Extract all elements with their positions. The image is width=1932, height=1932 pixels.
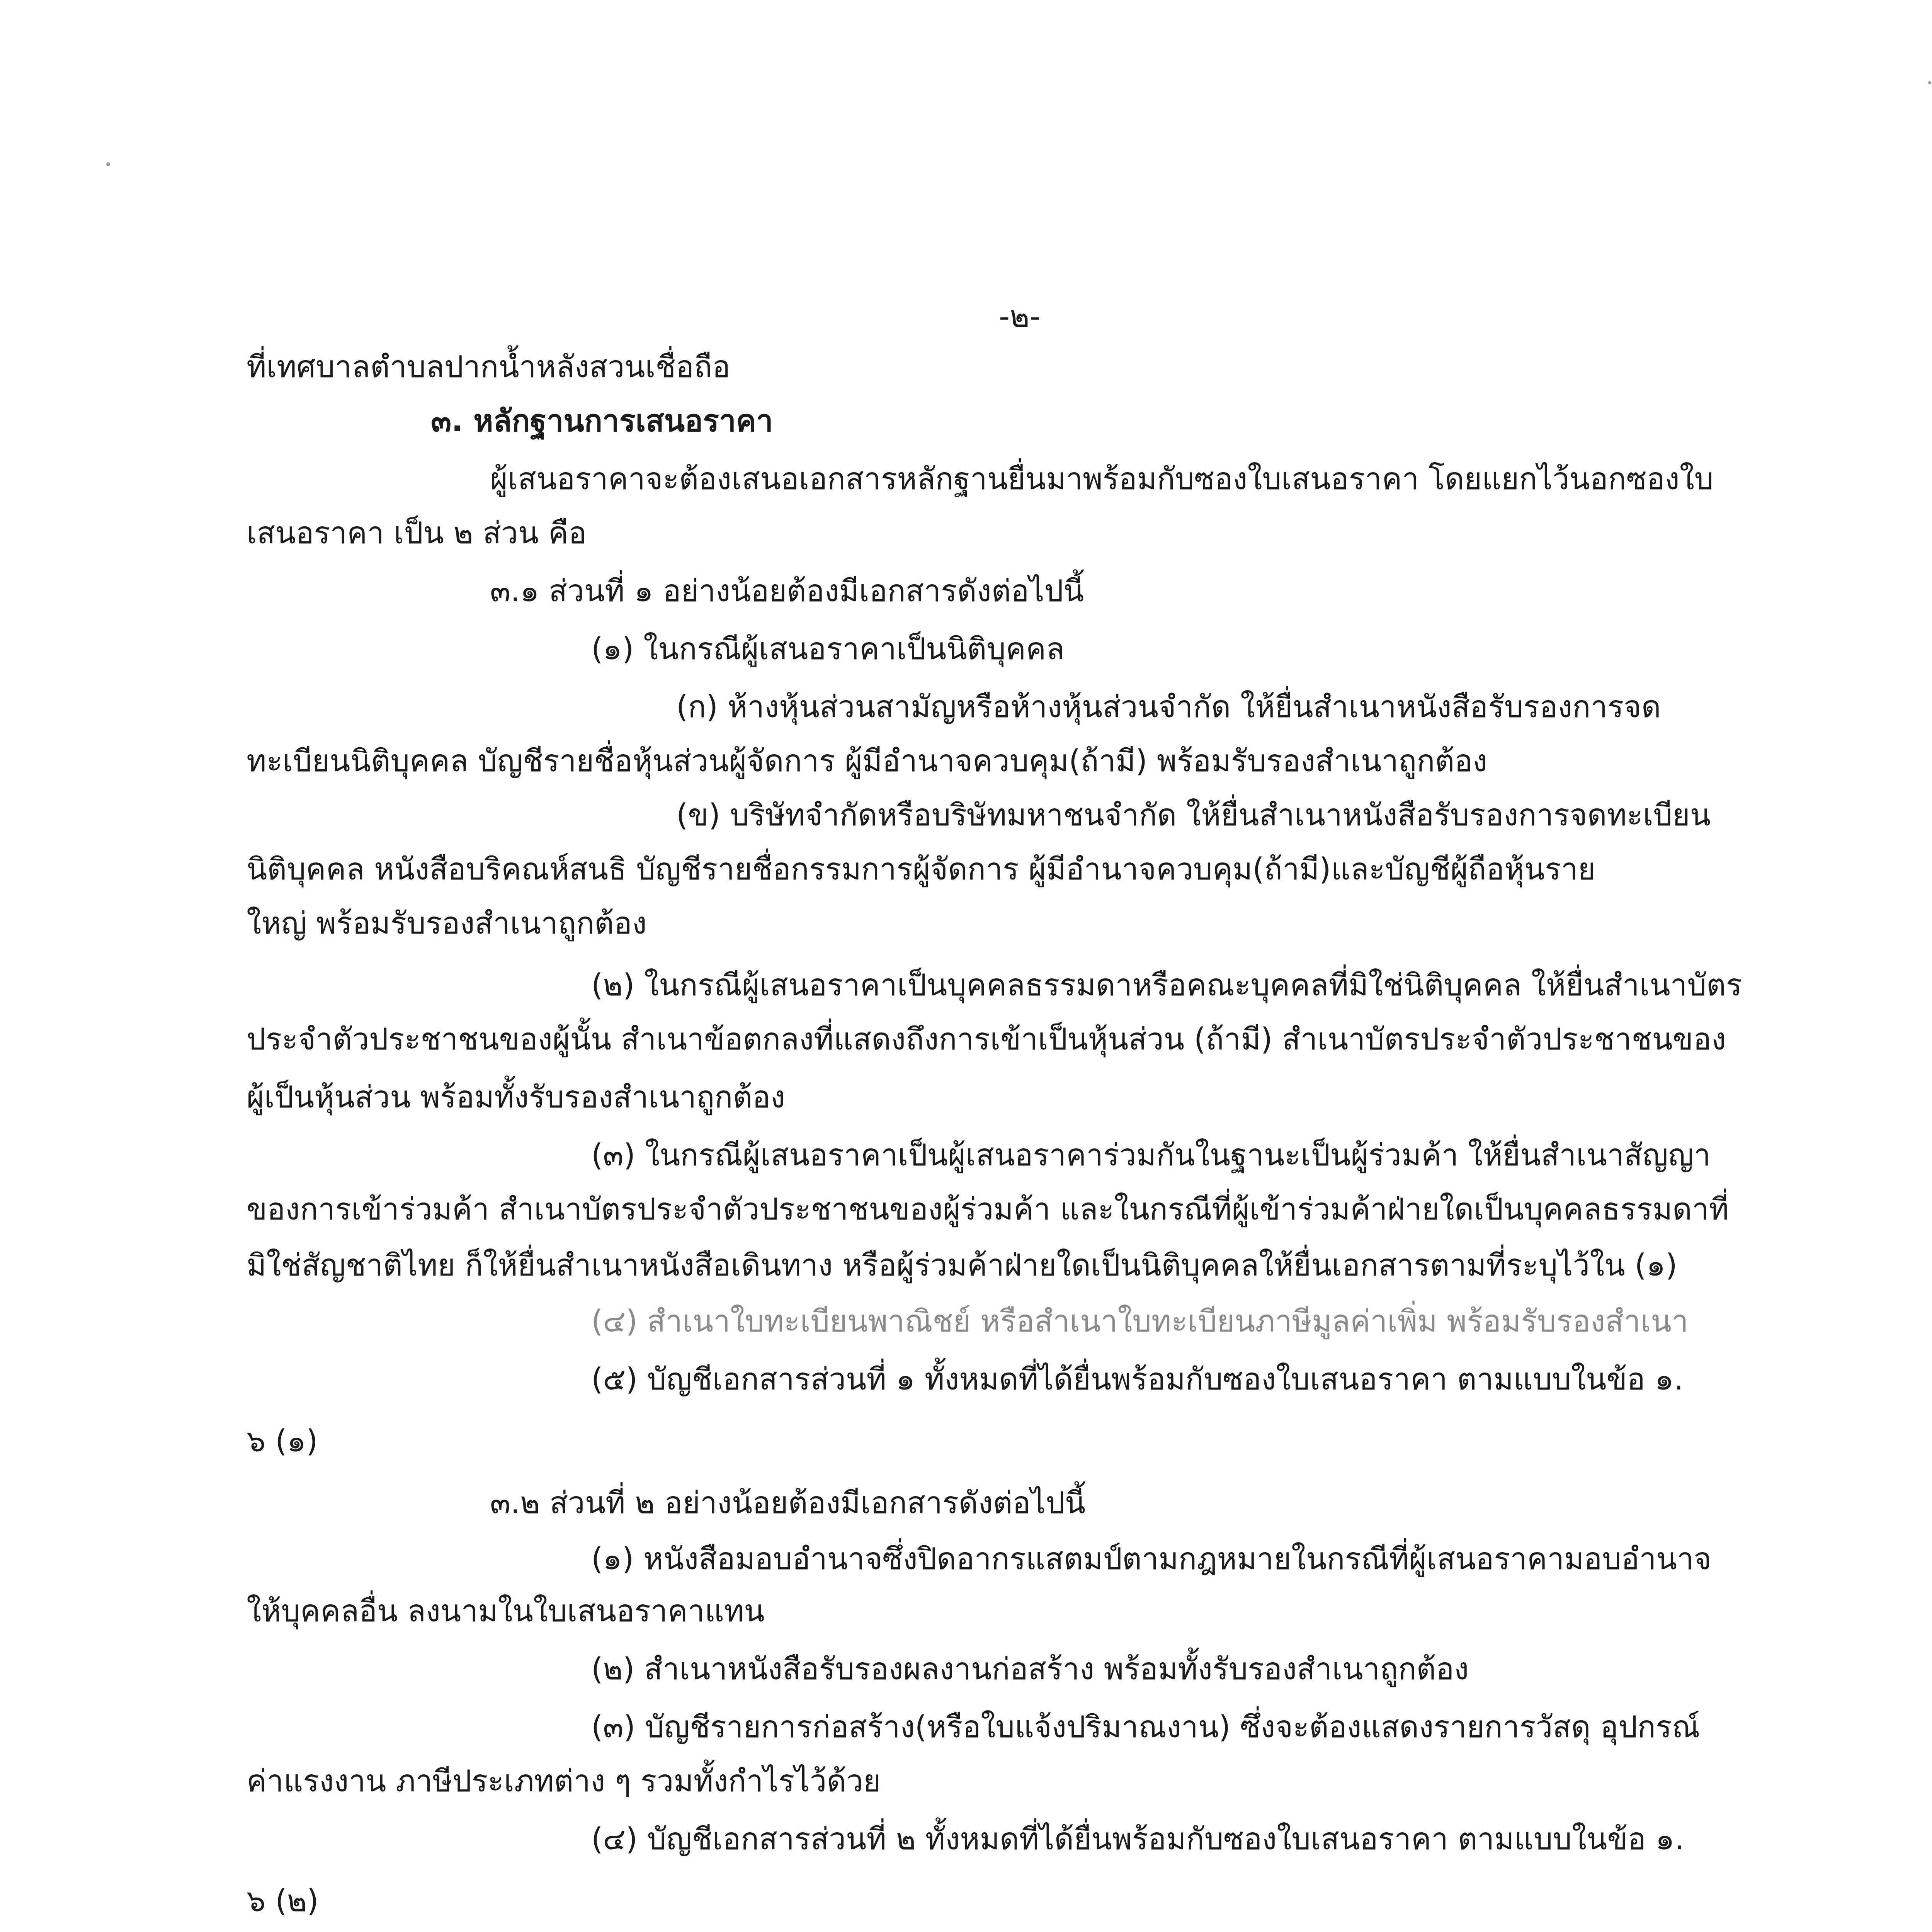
text-line: ๖ (๒) [247, 1884, 319, 1918]
text-line: (ข) บริษัทจำกัดหรือบริษัทมหาชนจำกัด ให้ยื่นสำเนาหนังสือรับรองการจดทะเบียน [676, 798, 1711, 833]
text-line: (๑) หนังสือมอบอำนาจซึ่งปิดอากรแสตมป์ตามกฎหมายในกรณีที่ผู้เสนอราคามอบอำนาจ [591, 1542, 1712, 1577]
text-line: ค่าแรงงาน ภาษีประเภทต่าง ๆ รวมทั้งกำไรไว้ด้วย [247, 1764, 881, 1799]
text-line: ผู้เป็นหุ้นส่วน พร้อมทั้งรับรองสำเนาถูกต้อง [247, 1080, 785, 1115]
page-number: -๒- [999, 299, 1041, 334]
text-line: (๔) สำเนาใบทะเบียนพาณิชย์ หรือสำเนาใบทะเบียนภาษีมูลค่าเพิ่ม พร้อมรับรองสำเนา [591, 1304, 1689, 1339]
text-line: (๓) ในกรณีผู้เสนอราคาเป็นผู้เสนอราคาร่วมกันในฐานะเป็นผู้ร่วมค้า ให้ยื่นสำเนาสัญญา [591, 1138, 1711, 1173]
text-line: ๓.๑ ส่วนที่ ๑ อย่างน้อยต้องมีเอกสารดังต่อไปนี้ [490, 574, 1084, 609]
scan-speck [106, 162, 110, 166]
text-line: (๔) บัญชีเอกสารส่วนที่ ๒ ทั้งหมดที่ได้ยื่นพร้อมกับซองใบเสนอราคา ตามแบบในข้อ ๑. [591, 1822, 1684, 1857]
text-line: (๒) สำเนาหนังสือรับรองผลงานก่อสร้าง พร้อมทั้งรับรองสำเนาถูกต้อง [591, 1652, 1469, 1687]
text-line: ประจำตัวประชาชนของผู้นั้น สำเนาข้อตกลงที่แสดงถึงการเข้าเป็นหุ้นส่วน (ถ้ามี) สำเนาบัตรประจำตัวประชาชนของ [247, 1022, 1726, 1057]
text-line: ผู้เสนอราคาจะต้องเสนอเอกสารหลักฐานยื่นมาพร้อมกับซองใบเสนอราคา โดยแยกไว้นอกซองใบ [490, 462, 1714, 497]
text-line: ให้บุคคลอื่น ลงนามในใบเสนอราคาแทน [247, 1594, 765, 1629]
text-line: ๖ (๑) [247, 1424, 318, 1459]
text-line: ที่เทศบาลตำบลปากน้ำหลังสวนเชื่อถือ [247, 350, 731, 384]
text-line: (ก) ห้างหุ้นส่วนสามัญหรือห้างหุ้นส่วนจำกัด ให้ยื่นสำเนาหนังสือรับรองการจด [676, 690, 1661, 724]
text-line: (๒) ในกรณีผู้เสนอราคาเป็นบุคคลธรรมดาหรือคณะบุคคลที่มิใช่นิติบุคคล ให้ยื่นสำเนาบัตร [591, 968, 1742, 1003]
text-line: เสนอราคา เป็น ๒ ส่วน คือ [247, 516, 587, 551]
text-line: นิติบุคคล หนังสือบริคณห์สนธิ บัญชีรายชื่อกรรมการผู้จัดการ ผู้มีอำนาจควบคุม(ถ้ามี)และบัญชีผู้ถือหุ้นราย [247, 852, 1596, 887]
text-line: มิใช่สัญชาติไทย ก็ให้ยื่นสำเนาหนังสือเดินทาง หรือผู้ร่วมค้าฝ่ายใดเป็นนิติบุคคลให้ยื่นเอกสารตามที่ระบุไว้ใน (๑) [247, 1248, 1677, 1283]
text-line: (๑) ในกรณีผู้เสนอราคาเป็นนิติบุคคล [591, 632, 1065, 667]
section-heading: ๓. หลักฐานการเสนอราคา [431, 404, 773, 439]
text-line: ของการเข้าร่วมค้า สำเนาบัตรประจำตัวประชาชนของผู้ร่วมค้า และในกรณีที่ผู้เข้าร่วมค้าฝ่ายใดเป็นบุคคลธรรมดาที่ [247, 1192, 1729, 1227]
text-line: (๓) บัญชีรายการก่อสร้าง(หรือใบแจ้งปริมาณงาน) ซึ่งจะต้องแสดงรายการวัสดุ อุปกรณ์ [591, 1710, 1700, 1745]
text-line: ๓.๒ ส่วนที่ ๒ อย่างน้อยต้องมีเอกสารดังต่อไปนี้ [490, 1486, 1086, 1520]
scan-speck [1928, 81, 1931, 84]
text-line: (๕) บัญชีเอกสารส่วนที่ ๑ ทั้งหมดที่ได้ยื่นพร้อมกับซองใบเสนอราคา ตามแบบในข้อ ๑. [591, 1362, 1684, 1397]
text-line: ทะเบียนนิติบุคคล บัญชีรายชื่อหุ้นส่วนผู้จัดการ ผู้มีอำนาจควบคุม(ถ้ามี) พร้อมรับรองสำเนาถูกต้อง [247, 744, 1488, 779]
text-line: ใหญ่ พร้อมรับรองสำเนาถูกต้อง [247, 906, 647, 941]
